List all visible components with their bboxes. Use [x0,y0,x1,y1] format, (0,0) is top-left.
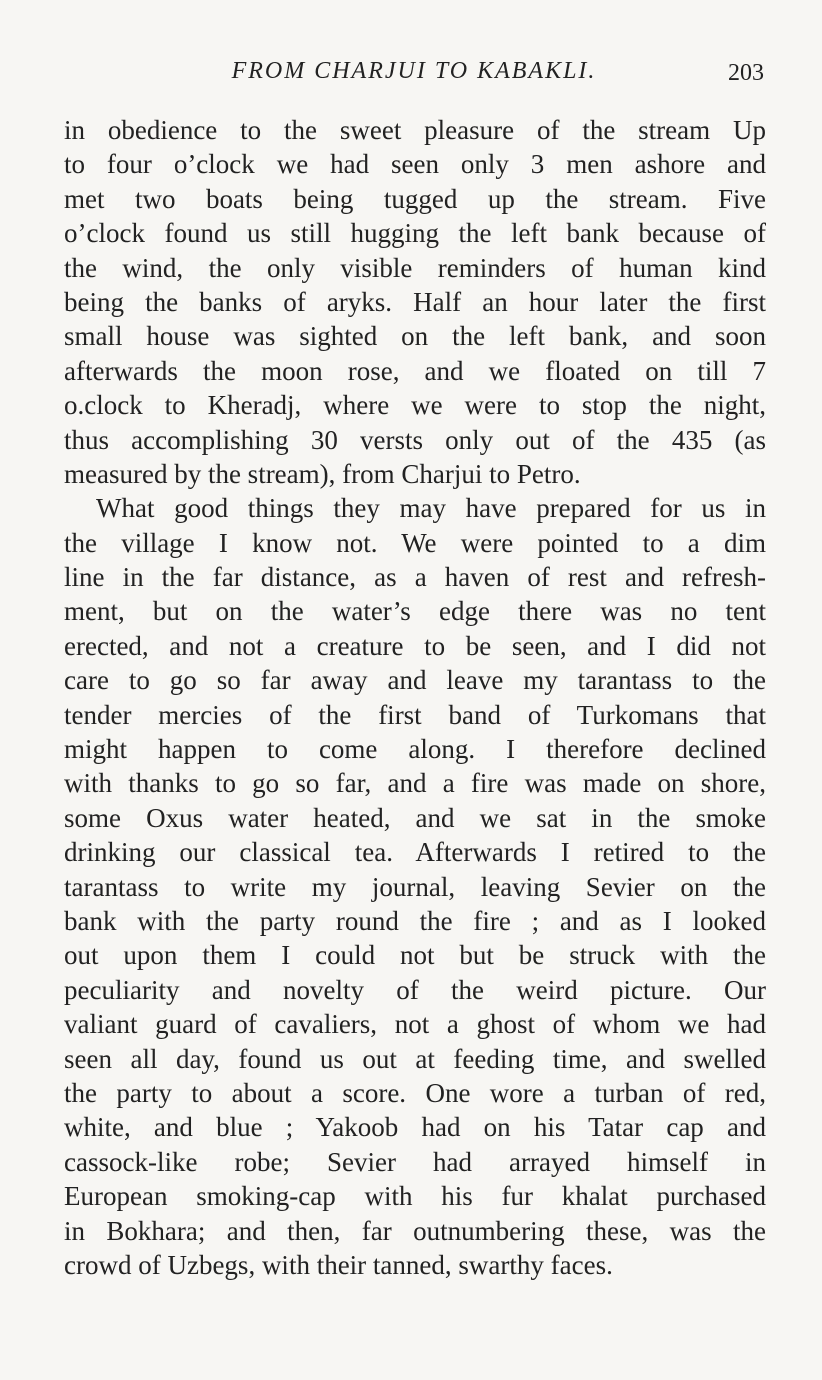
text-line: thus accomplishing 30 versts only out of the 435 (as [64,424,766,455]
text-line: might happen to come along. I therefore declined [64,734,766,765]
text-line: in Bokhara; and then, far outnumbering these, was the [64,1215,766,1246]
text-line: seen all day, found us out at feeding time, and swelled [64,1043,766,1074]
text-line: erected, and not a creature to be seen, and I did not [64,630,766,661]
text-line: care to go so far away and leave my tarantass to the [64,665,766,696]
text-line: the party to about a score. One wore a turban of red, [64,1077,766,1108]
running-title: FROM CHARJUI TO KABAKLI. [231,58,597,84]
text-line: with thanks to go so far, and a fire was made on shore, [64,768,766,799]
text-line: white, and blue ; Yakoob had on his Tatar cap and [64,1112,766,1143]
text-line: met two boats being tugged up the stream. Five [64,183,766,214]
text-line: drinking our classical tea. Afterwards I retired to the [64,837,766,868]
text-line: afterwards the moon rose, and we floated on till 7 [64,355,766,386]
text-line: What good things they may have prepared for us in [96,493,766,524]
text-line: small house was sighted on the left bank, and soon [64,321,766,352]
text-line: being the banks of aryks. Half an hour later the first [64,286,766,317]
text-line: crowd of Uzbegs, with their tanned, swarthy faces. [64,1249,613,1280]
text-line: valiant guard of cavaliers, not a ghost of whom we had [64,1009,766,1040]
text-line: o’clock found us still hugging the left bank because of [64,218,766,249]
text-line: line in the far distance, as a haven of rest and refresh- [64,562,766,593]
body-text [64,113,766,1282]
running-head [62,58,766,98]
text-line: the village I know not. We were pointed to a dim [64,527,766,558]
text-line: some Oxus water heated, and we sat in the smoke [64,802,766,833]
text-line: peculiarity and novelty of the weird picture. Our [64,974,766,1005]
text-line: tender mercies of the first band of Turkomans that [64,699,766,730]
text-line: out upon them I could not but be struck with the [64,940,766,971]
text-line: tarantass to write my journal, leaving Sevier on the [64,871,766,902]
text-line: the wind, the only visible reminders of human kind [64,252,766,283]
page-number: 203 [728,60,764,86]
text-line: European smoking-cap with his fur khalat purchased [64,1181,766,1212]
text-line: in obedience to the sweet pleasure of the stream Up [64,115,766,145]
text-line: o.clock to Kheradj, where we were to stop the night, [64,390,766,421]
text-line: bank with the party round the fire ; and as I looked [64,905,766,936]
text-line: cassock-like robe; Sevier had arrayed himself in [64,1146,766,1177]
text-line: to four o’clock we had seen only 3 men ashore and [64,149,766,180]
text-line: measured by the stream), from Charjui to Petro. [64,458,581,489]
text-line: ment, but on the water’s edge there was no tent [64,596,766,627]
